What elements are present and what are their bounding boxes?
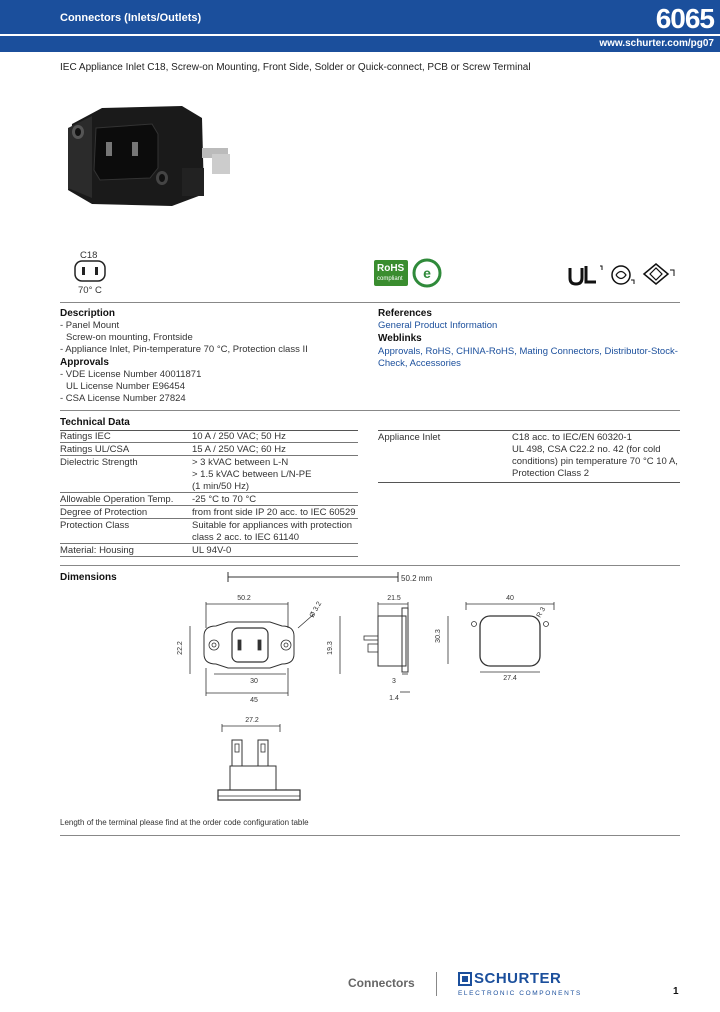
description-line: - Panel Mount — [60, 320, 120, 331]
description-line: Screw-on mounting, Frontside — [66, 332, 193, 343]
product-number: 6065 — [655, 3, 714, 34]
table-row — [60, 431, 358, 443]
vde-icon — [640, 262, 680, 286]
table-row — [60, 520, 358, 544]
url-bar — [0, 36, 720, 52]
row-value: -25 °C to 70 °C — [192, 494, 257, 505]
schurter-logo: SCHURTER — [474, 970, 562, 987]
product-subtitle: IEC Appliance Inlet C18, Screw-on Mounting, Front Side, Solder or Quick-connect, PCB or Screw Terminal — [60, 62, 531, 73]
table-top-line — [378, 430, 680, 431]
row-key: Allowable Operation Temp. — [60, 494, 174, 505]
approvals-line: - CSA License Number 27824 — [60, 393, 186, 404]
row-value: UL 94V-0 — [192, 545, 232, 556]
row-value: class 2 acc. to IEC 61140 — [192, 532, 300, 543]
appliance-inlet-line: C18 acc. to IEC/EN 60320-1 — [512, 432, 632, 443]
row-key: Dielectric Strength — [60, 457, 138, 468]
row-value: from front side IP 20 acc. to IEC 60529 — [192, 507, 356, 518]
dim-label: 21.5 — [387, 595, 401, 602]
table-row — [60, 545, 358, 557]
approvals-heading: Approvals — [60, 357, 109, 368]
row-key: Protection Class — [60, 520, 130, 531]
scale-label: 50.2 mm — [401, 574, 433, 583]
row-key: Ratings IEC — [60, 431, 111, 442]
dim-label: 1.4 — [389, 695, 399, 702]
divider — [60, 565, 680, 566]
dim-label: 45 — [250, 697, 258, 704]
table-row — [60, 494, 358, 506]
page-number: 1 — [673, 986, 679, 997]
terminal-length-note: Length of the terminal please find at the order code configuration table — [60, 818, 309, 827]
schurter-tagline: ELECTRONIC COMPONENTS — [458, 990, 582, 997]
table-bottom-line — [378, 482, 680, 483]
dim-label: 27.2 — [245, 717, 259, 724]
appliance-inlet-line: UL 498, CSA C22.2 no. 42 (for cold — [512, 444, 661, 455]
header-bar — [0, 0, 720, 34]
row-value: Suitable for appliances with protection — [192, 520, 353, 531]
row-value: > 1.5 kVAC between L/N-PE — [192, 469, 312, 480]
c18-inlet-icon — [74, 260, 106, 282]
row-key: Degree of Protection — [60, 507, 148, 518]
dim-label: R 3 — [535, 606, 548, 619]
category-title: Connectors (Inlets/Outlets) — [60, 12, 202, 24]
row-value: 10 A / 250 VAC; 50 Hz — [192, 431, 286, 442]
rohs-badge-sub: compliant — [377, 276, 403, 282]
row-value: 15 A / 250 VAC; 60 Hz — [192, 444, 286, 455]
footer-separator — [436, 972, 437, 996]
footer-connectors-label: Connectors — [348, 976, 415, 990]
schurter-logo-icon — [458, 972, 472, 986]
panel-cutout-drawing — [428, 588, 568, 688]
references-heading: References — [378, 308, 432, 319]
row-value: (1 min/50 Hz) — [192, 481, 250, 492]
dim-label: 50.2 — [237, 595, 251, 602]
dim-label: 22.2 — [177, 641, 184, 655]
description-heading: Description — [60, 308, 116, 319]
row-value: > 3 kVAC between L-N — [192, 457, 289, 468]
table-row — [60, 444, 358, 456]
approvals-line: - VDE License Number 40011871 — [60, 369, 202, 380]
front-view-drawing — [168, 588, 328, 708]
scale-bar — [226, 570, 456, 584]
row-key: Ratings UL/CSA — [60, 444, 130, 455]
table-row — [60, 507, 358, 519]
dim-label: 30 — [250, 678, 258, 685]
dim-label: 40 — [506, 595, 514, 602]
side-view-drawing — [318, 588, 428, 708]
product-url-link[interactable]: www.schurter.com/pg07 — [599, 38, 714, 49]
china-rohs-icon — [412, 258, 442, 288]
product-photo — [62, 98, 242, 210]
symbol-type-label: C18 — [80, 250, 98, 261]
divider — [60, 410, 680, 411]
china-rohs-mark: e — [423, 265, 431, 281]
row-key: Material: Housing — [60, 545, 134, 556]
table-row — [60, 457, 358, 493]
weblinks-heading: Weblinks — [378, 333, 422, 344]
dim-label: 30.3 — [435, 629, 442, 643]
symbol-temp-label: 70° C — [78, 285, 102, 296]
general-product-info-link[interactable]: General Product Information — [378, 320, 498, 331]
bottom-view-drawing — [196, 712, 316, 812]
dim-label: Ø 3.2 — [308, 600, 324, 619]
appliance-inlet-label: Appliance Inlet — [378, 432, 441, 443]
rohs-badge-text: RoHS — [377, 263, 405, 274]
weblinks-line-2[interactable]: Check, Accessories — [378, 358, 461, 369]
technical-data-heading: Technical Data — [60, 417, 130, 428]
dim-label: 27.4 — [503, 675, 517, 682]
divider — [60, 835, 680, 836]
weblinks-line-1[interactable]: Approvals, RoHS, CHINA-RoHS, Mating Connectors, Distributor-Stock- — [378, 346, 678, 357]
appliance-inlet-line: conditions) pin temperature 70 °C 10 A, — [512, 456, 678, 467]
approvals-line: UL License Number E96454 — [66, 381, 185, 392]
csa-icon — [610, 264, 636, 286]
appliance-inlet-line: Protection Class 2 — [512, 468, 590, 479]
dim-label: 3 — [392, 678, 396, 685]
rohs-badge — [374, 260, 408, 286]
ul-recognized-icon — [566, 264, 606, 286]
dimensions-heading: Dimensions — [60, 572, 117, 583]
dim-label: 19.3 — [327, 641, 334, 655]
divider — [60, 302, 680, 303]
description-line: - Appliance Inlet, Pin-temperature 70 °C, Protection class II — [60, 344, 308, 355]
